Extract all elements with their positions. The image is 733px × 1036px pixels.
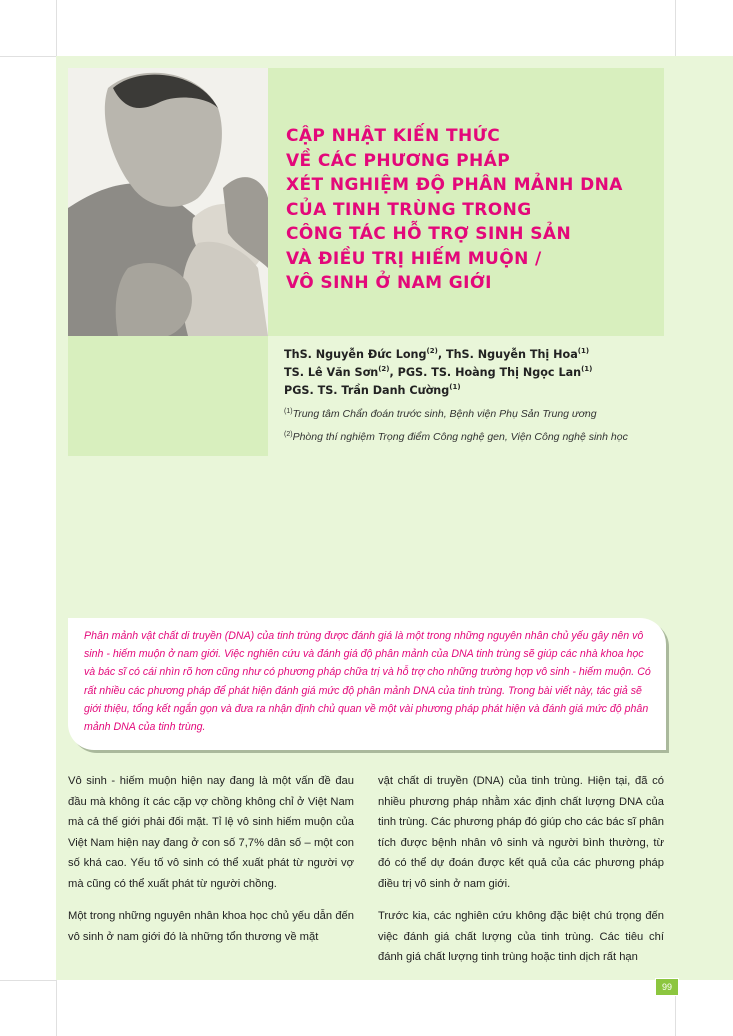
father-holding-newborn-photo — [68, 68, 268, 336]
author-name: ThS. Nguyễn Đức Long — [284, 348, 427, 361]
title-line: CỦA TINH TRÙNG TRONG — [286, 199, 532, 220]
body-column-right — [378, 771, 664, 980]
author-name: PGS. TS. Trần Danh Cường — [284, 384, 450, 397]
title-line: VÔ SINH Ở NAM GIỚI — [286, 273, 492, 293]
crop-mark — [56, 0, 57, 56]
author-line — [284, 364, 704, 382]
crop-mark — [0, 980, 56, 981]
affiliation-text: Phòng thí nghiệm Trọng điểm Công nghệ gen, Viện Công nghệ sinh học — [292, 431, 628, 443]
paragraph: Trước kia, các nghiên cứu không đặc biệt chú trọng đến việc đánh giá chất lượng của tinh trùng. Các tiêu chí đánh giá chất lượng tinh trùng hoặc tinh dịch rất hạn — [378, 910, 664, 963]
affiliation — [284, 408, 714, 420]
affiliation-ref: (2) — [284, 431, 293, 438]
title-line: VỀ CÁC PHƯƠNG PHÁP — [286, 150, 511, 171]
author-ref: (1) — [449, 383, 461, 391]
crop-mark — [0, 56, 56, 57]
crop-mark — [675, 0, 676, 56]
journal-name: Y HỌC SINH SẢN — [565, 982, 638, 991]
title-line: CẬP NHẬT KIẾN THỨC — [286, 126, 501, 146]
abstract-text: Phân mảnh vật chất di truyền (DNA) của tinh trùng được đánh giá là một trong những nguyên nhân chủ yếu gây nên vô sinh - hiếm muộn ở nam giới. Việc nghiên cứu và đánh giá độ phân mảnh của DNA tinh trùng sẽ giúp các nhà khoa học và bác sĩ có cái nhìn rõ hơn cũng như có phương pháp chữa trị và hỗ trợ cho những trường hợp vô sinh - hiếm muộn. Có rất nhiều các phương pháp để phát hiện đánh giá mức độ phân mảnh DNA của tinh trùng. Trong bài viết này, tác giả sẽ giới thiệu, tổng kết ngắn gọn và đưa ra nhận định chủ quan về một vài phương pháp phát hiện và đánh giá mức độ phân mảnh DNA của tinh trùng. — [84, 630, 651, 734]
abstract-box — [68, 618, 666, 750]
title-line: XÉT NGHIỆM ĐỘ PHÂN MẢNH DNA — [286, 175, 623, 195]
paragraph: Một trong những nguyên nhân khoa học chủ yếu dẫn đến vô sinh ở nam giới đó là những tổn thương về mặt — [68, 910, 354, 943]
author-ref: (2) — [426, 347, 438, 355]
author-name: , ThS. Nguyễn Thị Hoa — [437, 348, 578, 361]
accent-band — [68, 336, 268, 456]
affiliation-text: Trung tâm Chẩn đoán trước sinh, Bệnh viện Phụ Sản Trung ương — [292, 408, 597, 420]
author-ref: (1) — [581, 365, 593, 373]
article-title — [286, 124, 706, 296]
title-line: CÔNG TÁC HỖ TRỢ SINH SẢN — [286, 224, 572, 244]
paragraph: Vô sinh - hiếm muộn hiện nay đang là một vấn đề đau đầu mà không ít các cặp vợ chồng không chỉ ở Việt Nam mà cả thế giới phải đối mặt. Tỉ lệ vô sinh hiếm muộn của Việt Nam hiện nay đang ở con số 7,7% dân số – một con số khá cao. Yếu tố vô sinh có thể xuất phát từ người vợ mà cũng có thể xuất phát từ người chồng. — [68, 775, 354, 890]
author-line — [284, 346, 704, 364]
page-number: 99 — [655, 978, 679, 996]
author-list — [284, 346, 704, 400]
affiliation-ref: (1) — [284, 408, 293, 415]
author-name: , PGS. TS. Hoàng Thị Ngọc Lan — [389, 366, 582, 379]
author-line — [284, 382, 704, 400]
crop-mark — [56, 980, 57, 1036]
affiliation — [284, 431, 714, 443]
title-line: VÀ ĐIỀU TRỊ HIẾM MUỘN / — [286, 248, 542, 269]
author-name: TS. Lê Văn Sơn — [284, 366, 379, 379]
author-ref: (2) — [378, 365, 390, 373]
body-column-left — [68, 771, 354, 959]
paragraph: vật chất di truyền (DNA) của tinh trùng. Hiện tại, đã có nhiều phương pháp nhằm xác định chất lượng DNA của tinh trùng. Các phương pháp đó giúp cho các bác sĩ phân tích được bệnh nhân vô sinh và người bình thường, từ đó có thể dự đoán được kết quả của các phương pháp điều trị vô sinh ở nam giới. — [378, 775, 665, 890]
author-ref: (1) — [577, 347, 590, 355]
